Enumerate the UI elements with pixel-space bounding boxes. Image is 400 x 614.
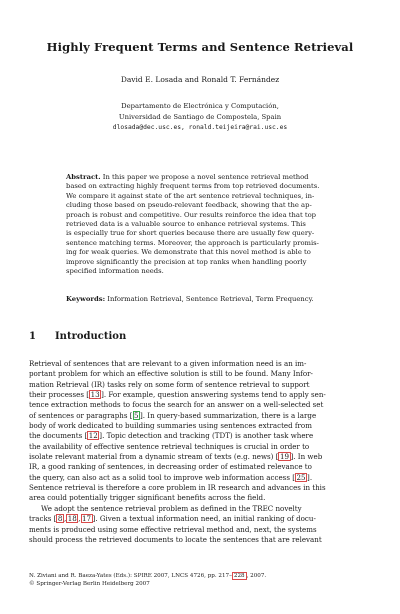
section-title: Introduction	[55, 331, 127, 342]
citation-link[interactable]: 13	[90, 390, 100, 400]
abstract-line: proach is robust and competitive. Our results reinforce the idea that top	[66, 210, 317, 219]
citation-link[interactable]: 12	[88, 431, 98, 441]
affiliation-university: Universidad de Santiago de Compostela, Spain	[118, 112, 282, 121]
body-line: IR, a good ranking of sentences, in decreasing order of estimated relevance to	[29, 462, 312, 472]
footer-copyright: © Springer-Verlag Berlin Heidelberg 2007	[29, 580, 150, 587]
paper-authors: David E. Losada and Ronald T. Fernández	[120, 75, 280, 84]
abstract-line: based on extracting highly frequent terms from top retrieved documents.	[66, 182, 320, 191]
abstract-line: sentence matching terms. Moreover, the approach is particularly promis-	[66, 238, 319, 247]
body-line: mation Retrieval (IR) tasks rely on some form of sentence retrieval to support	[29, 379, 310, 389]
body-line: the query, can also act as a solid tool to improve web information access [ 25 ].	[29, 472, 313, 482]
footer-citation: N. Ziviani and R. Baeza-Yates (Eds.): SPIRE 2007, LNCS 4726, pp. 217– 228 , 2007.	[29, 573, 267, 579]
section-heading	[29, 331, 126, 342]
abstract-line: We compare it against state of the art sentence retrieval techniques, in-	[66, 191, 315, 200]
abstract-line: ing for weak queries. We demonstrate that this novel method is able to	[66, 248, 311, 257]
abstract-line: specified information needs.	[66, 267, 164, 276]
affiliation-department: Departamento de Electrónica y Computación,	[121, 102, 279, 110]
body-line: should process the retrieved documents to locate the sentences that are relevant	[29, 534, 322, 544]
keywords-heading: Keywords:	[66, 295, 106, 303]
keywords	[66, 295, 338, 303]
body-line: the availability of effective sentence retrieval techniques is crucial in order to	[29, 441, 310, 451]
section-number: 1	[29, 331, 36, 342]
keywords-text: Information Retrieval, Sentence Retrieval, Term Frequency.	[107, 295, 314, 303]
abstract	[66, 173, 338, 276]
page-footer	[29, 573, 266, 588]
body-line: Retrieval of sentences that are relevant to a given information need is an im-	[29, 359, 307, 368]
abstract-line: retrieved data is a valuable source to enhance retrieval systems. This	[66, 220, 306, 229]
body-line: ments is produced using some effective retrieval method and, next, the systems	[29, 524, 317, 534]
body-line: Sentence retrieval is therefore a core problem in IR research and advances in this	[29, 483, 326, 493]
abstract-line: is especially true for short queries because there are usually few query-	[66, 229, 315, 238]
abstract-line: Abstract. In this paper we propose a novel sentence retrieval method	[66, 173, 309, 181]
page-range-link[interactable]: 228	[233, 573, 245, 579]
body-line: tence extraction methods to focus the search for an answer on a well-selected set	[29, 400, 324, 410]
body-line: of sentences or paragraphs [ 5 ]. In query-based summarization, there is a large	[29, 410, 317, 420]
abstract-line: improve significantly the precision at top ranks when handling poorly	[66, 257, 307, 266]
body-line: their processes [ 13 ]. For example, question answering systems tend to apply sen-	[29, 390, 326, 400]
author-emails: dlosada@dec.usc.es, ronald.teijeira@rai.usc.es	[112, 123, 288, 131]
abstract-heading: Abstract.	[66, 173, 101, 181]
body-line: We adopt the sentence retrieval problem as defined in the TREC novelty	[41, 503, 302, 513]
affiliation	[0, 101, 400, 133]
body-line: area could potentially trigger significant benefits across the field.	[29, 493, 266, 503]
body-line: portant problem for which an effective solution is still to be found. Many Infor-	[29, 369, 313, 379]
citation-link[interactable]: 18	[67, 514, 77, 524]
citation-link[interactable]: 19	[279, 452, 290, 462]
body-line: body of work dedicated to building summaries using sentences extracted from	[29, 421, 312, 431]
body-line: tracks [ 8 , 18 , 17 ]. Given a textual information need, an initial ranking of docu-	[29, 514, 316, 524]
citation-link[interactable]: 25	[296, 472, 306, 482]
paper-title: Highly Frequent Terms and Sentence Retrieval	[46, 40, 354, 54]
body-line: the documents [ 12 ]. Topic detection and tracking (TDT) is another task where	[29, 431, 314, 441]
body-line: isolate relevant material from a dynamic stream of texts (e.g. news) [ 19 ]. In web	[29, 452, 323, 462]
citation-link[interactable]: 17	[82, 514, 92, 524]
body-text	[29, 359, 375, 545]
abstract-line: cluding those based on pseudo-relevant feedback, showing that the ap-	[66, 201, 312, 210]
citation-link[interactable]: 5	[134, 410, 139, 420]
citation-link[interactable]: 8	[57, 514, 63, 524]
